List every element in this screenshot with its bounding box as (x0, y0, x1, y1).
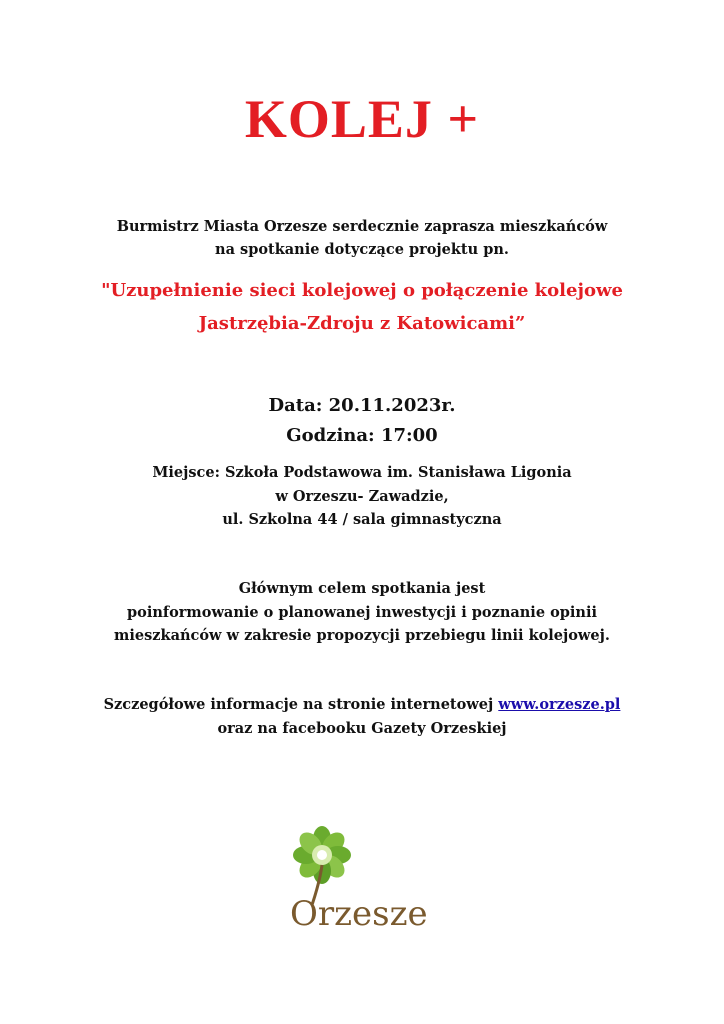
place-line-2: w Orzeszu- Zawadzie, (275, 488, 449, 505)
invite-line-1: Burmistrz Miasta Orzesze serdecznie zaprasza mieszkańców (116, 218, 608, 235)
invite-line-2: na spotkanie dotyczące projektu pn. (215, 241, 509, 258)
place-line-3: ul. Szkolna 44 / sala gimnastyczna (222, 511, 502, 528)
project-title-line-2: Jastrzębia-Zdroju z Katowicami” (198, 313, 526, 334)
goal-line-2: poinformowanie o planowanej inwestycji i poznanie opinii (127, 604, 597, 621)
info-line-1 (0, 693, 724, 716)
goal-line-1: Głównym celem spotkania jest (238, 580, 486, 597)
goal-line-3: mieszkańców w zakresie propozycji przebiegu linii kolejowej. (114, 627, 610, 644)
website-link[interactable]: www.orzesze.pl (498, 696, 621, 713)
meeting-date: Data: 20.11.2023r. (268, 395, 456, 416)
info-line-2: oraz na facebooku Gazety Orzeskiej (217, 720, 507, 737)
meeting-time: Godzina: 17:00 (286, 425, 438, 446)
project-title-line-1: "Uzupełnienie sieci kolejowej o połączenie kolejowe (101, 280, 623, 301)
poster-title: KOLEJ + (244, 89, 480, 149)
info-prefix: Szczegółowe informacje na stronie internetowej (103, 696, 499, 713)
orzesze-logo (282, 825, 442, 935)
logo-text: Orzesze (290, 894, 428, 934)
place-line-1: Miejsce: Szkoła Podstawowa im. Stanisława Ligonia (152, 464, 572, 481)
